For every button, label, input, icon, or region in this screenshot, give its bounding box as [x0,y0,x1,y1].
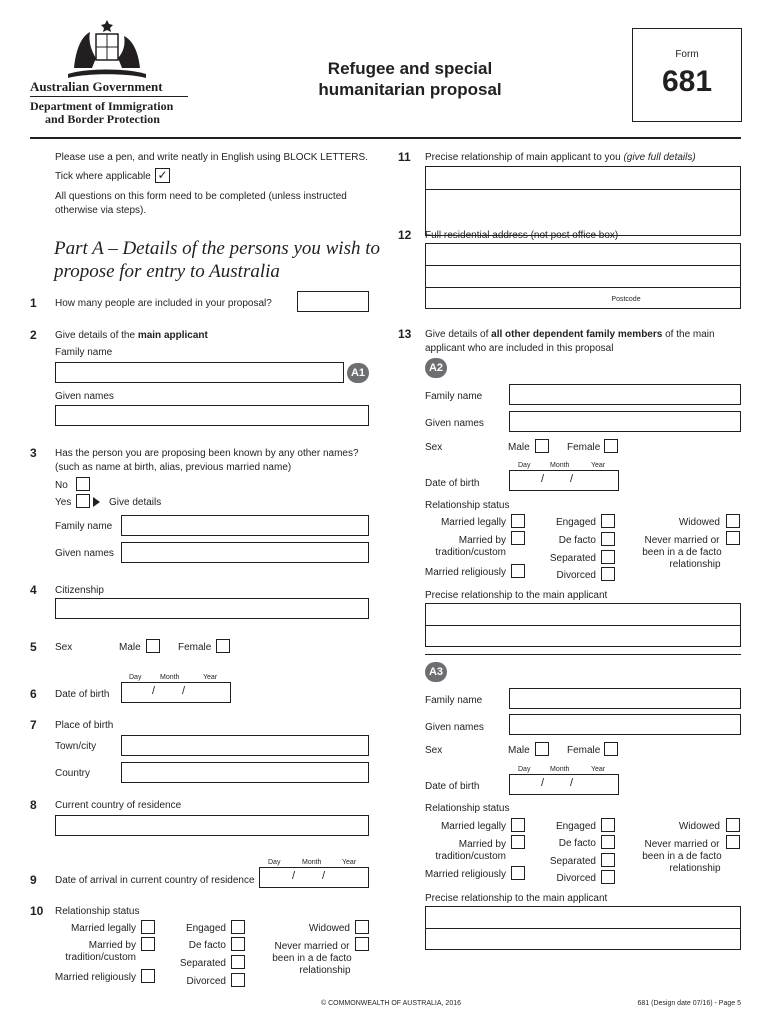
q7-label: Place of birth [55,720,114,731]
q9-label: Date of arrival in current country of residence [55,875,255,886]
a2-de-facto-label: De facto [558,535,596,546]
q4-number: 4 [30,583,37,597]
a2-tradition-label: tradition/custom [435,547,506,558]
date-separator: / [182,685,186,697]
a3-married-religiously-checkbox[interactable] [511,866,525,880]
coat-of-arms-icon [66,18,148,80]
dept-line1: Department of Immigration [30,99,174,113]
a2-divorced-checkbox[interactable] [601,567,615,581]
q6-label [55,689,109,701]
q1-number: 1 [30,296,37,310]
q3-family-name-input[interactable] [121,515,369,536]
q8-country-input[interactable] [55,815,369,836]
part-a-title-line1: Part A – Details of the persons you wish to [54,238,380,259]
badge-a2: A2 [425,358,447,378]
q3-yes-checkbox[interactable] [76,494,90,508]
a2-married-legally-checkbox[interactable] [511,514,525,528]
q6-label-text: Date of birth [55,689,110,700]
q10-engaged-label: Engaged [185,923,226,934]
a3-given-names-input[interactable] [509,714,741,735]
a3-widowed-label: Widowed [678,821,720,832]
q6-number: 6 [30,687,37,701]
footer-copyright: © COMMONWEALTH OF AUSTRALIA, 2016 [321,1000,461,1007]
badge-a1: A1 [347,363,369,383]
section-divider [425,654,741,655]
q1-count-input[interactable] [297,291,369,312]
a2-given-names-label: Given names [425,418,484,429]
intro-tick-label: Tick where applicable [55,171,151,182]
a2-dob-label: Date of birth [425,478,480,489]
q3-no-label: No [55,480,68,491]
q13-label-bold: all other dependent family members [491,329,663,340]
q9-month-label: Month [302,859,322,866]
a2-rel-status-label: Relationship status [425,500,510,511]
a3-married-by-label: Married by [458,839,506,850]
gov-name: Australian Government [30,79,163,94]
a3-never-married-checkbox[interactable] [726,835,740,849]
q13-number: 13 [398,327,412,341]
a2-year-label: Year [591,462,606,469]
arrow-right-icon [93,497,100,507]
q1-label: How many people are included in your proposal? [55,298,272,309]
q2-given-names-label: Given names [55,391,114,402]
q2-given-names-input[interactable] [55,405,369,426]
q10-never-line1: Never married or [274,941,350,952]
q12-label: Full residential address (not post office box) [425,230,619,241]
q10-label: Relationship status [55,906,140,917]
q4-label: Citizenship [55,585,104,596]
line-separator [426,287,740,288]
q13-label-pre: Give details of [425,329,492,340]
a2-married-religiously-checkbox[interactable] [511,564,525,578]
q13-label-post: of the main [662,329,715,340]
a3-dob-label: Date of birth [425,781,480,792]
a2-male-label: Male [508,442,530,453]
form-number-box [632,28,742,122]
a2-dob-input[interactable] [509,470,619,491]
q4-citizenship-input[interactable] [55,598,369,619]
q6-day-label: Day [129,674,142,681]
a3-male-checkbox[interactable] [535,742,549,756]
a3-month-label: Month [550,766,570,773]
footer-design-date: 681 (Design date 07/16) - Page 5 [637,1000,741,1007]
a3-never-line3: relationship [669,863,721,874]
q10-tradition-label: tradition/custom [65,952,136,963]
q2-number: 2 [30,328,37,342]
q12-number: 12 [398,228,412,242]
q10-separated-label: Separated [179,958,226,969]
a3-married-religiously-label: Married religiously [424,869,506,880]
a2-separated-checkbox[interactable] [601,550,615,564]
a3-de-facto-checkbox[interactable] [601,835,615,849]
a3-never-line1: Never married or [644,839,720,850]
top-rule [30,137,741,139]
q10-married-legally-label: Married legally [70,923,136,934]
q11-label-pre: Precise relationship of main applicant to you [425,152,624,163]
q11-label-italic: (give full details) [623,152,696,163]
line-separator [426,265,740,266]
a3-female-checkbox[interactable] [604,742,618,756]
a3-family-name-input[interactable] [509,688,741,709]
intro-line1: Please use a pen, and write neatly in English using BLOCK LETTERS. [55,152,368,163]
form-title-line1: Refugee and special [327,59,493,78]
q5-number: 5 [30,640,37,654]
a2-never-line2: been in a de facto [642,547,722,558]
date-separator: / [541,777,545,789]
date-separator: / [541,473,545,485]
a2-family-name-label: Family name [425,391,483,402]
q12-address-input[interactable] [425,243,741,309]
a3-year-label: Year [591,766,606,773]
q2-family-name-input[interactable] [55,362,344,383]
a2-given-names-input[interactable] [509,411,741,432]
a2-never-married-checkbox[interactable] [726,531,740,545]
a3-family-name-label: Family name [425,695,483,706]
q10-married-legally-checkbox[interactable] [141,920,155,934]
a3-married-tradition-checkbox[interactable] [511,835,525,849]
date-separator: / [570,473,574,485]
q6-year-label: Year [203,674,218,681]
a2-married-tradition-checkbox[interactable] [511,531,525,545]
q3-family-name-label: Family name [55,521,113,532]
q12-postcode-label: Postcode [611,296,641,303]
a3-divorced-label: Divorced [556,873,596,884]
q11-number: 11 [398,150,411,164]
q10-widowed-label: Widowed [308,923,350,934]
q3-give-details: Give details [109,497,162,508]
q7-country-input[interactable] [121,762,369,783]
q5-female-checkbox[interactable] [216,639,230,653]
q2-label-bold: main applicant [137,330,208,341]
form-label: Form [675,49,699,60]
q2-family-name-label: Family name [55,347,113,358]
a2-married-by-label: Married by [458,535,506,546]
q10-married-tradition-checkbox[interactable] [141,937,155,951]
a3-married-legally-label: Married legally [440,821,506,832]
q9-number: 9 [30,873,37,887]
q6-dob-input[interactable] [121,682,231,703]
q7-town-label: Town/city [55,741,97,752]
a2-precise-label: Precise relationship to the main applicant [425,590,608,601]
line-separator [426,928,740,929]
q2-label-pre: Give details of the [55,330,138,341]
q10-divorced-label: Divorced [186,976,226,987]
line-separator [426,189,740,190]
intro-line4: otherwise via steps). [55,205,147,216]
a3-separated-checkbox[interactable] [601,853,615,867]
q3-number: 3 [30,446,37,460]
q13-label [425,329,715,341]
a3-female-label: Female [567,745,601,756]
badge-a3: A3 [425,662,447,682]
q2-label [55,330,208,342]
a2-widowed-checkbox[interactable] [726,514,740,528]
a3-separated-label: Separated [549,856,596,867]
a2-separated-label: Separated [549,553,596,564]
a2-widowed-label: Widowed [678,517,720,528]
q10-married-religiously-checkbox[interactable] [141,969,155,983]
a2-engaged-checkbox[interactable] [601,514,615,528]
a2-month-label: Month [550,462,570,469]
tick-example-icon: ✓ [155,168,170,183]
q5-male-checkbox[interactable] [146,639,160,653]
a3-married-legally-checkbox[interactable] [511,818,525,832]
a3-male-label: Male [508,745,530,756]
part-a-title-line2: propose for entry to Australia [54,261,280,282]
a3-tradition-label: tradition/custom [435,851,506,862]
a3-sex-label: Sex [425,745,443,756]
a3-de-facto-label: De facto [558,838,596,849]
q10-engaged-checkbox[interactable] [231,920,245,934]
form-number: 681 [661,65,713,98]
q10-married-religiously-label: Married religiously [54,972,136,983]
a2-never-line3: relationship [669,559,721,570]
q7-country-label: Country [55,768,91,779]
q9-day-label: Day [268,859,281,866]
q9-year-label: Year [342,859,357,866]
a2-sex-label: Sex [425,442,443,453]
a2-married-legally-label: Married legally [440,517,506,528]
a2-de-facto-checkbox[interactable] [601,532,615,546]
intro-line3: All questions on this form need to be completed (unless instructed [55,191,347,202]
a3-widowed-checkbox[interactable] [726,818,740,832]
q10-never-line3: relationship [299,965,351,976]
q3-given-names-input[interactable] [121,542,369,563]
q3-line1: Has the person you are proposing been known by any other names? [55,448,359,459]
a3-dob-input[interactable] [509,774,619,795]
q10-never-married-checkbox[interactable] [355,937,369,951]
q11-relationship-input[interactable] [425,166,741,236]
q6-month-label: Month [160,674,180,681]
q13-line2: applicant who are included in this proposal [425,343,614,354]
q10-de-facto-label: De facto [188,940,226,951]
a2-married-religiously-label: Married religiously [424,567,506,578]
a2-family-name-input[interactable] [509,384,741,405]
date-separator: / [570,777,574,789]
a2-female-checkbox[interactable] [604,439,618,453]
line-separator [426,625,740,626]
q3-given-names-label: Given names [55,548,114,559]
q5-label: Sex [55,642,73,653]
a3-rel-status-label: Relationship status [425,803,510,814]
a2-never-line1: Never married or [644,535,720,546]
q10-never-line2: been in a de facto [272,953,352,964]
q10-number: 10 [30,904,44,918]
q10-widowed-checkbox[interactable] [355,920,369,934]
a2-engaged-label: Engaged [555,517,596,528]
a2-divorced-label: Divorced [556,570,596,581]
a2-male-checkbox[interactable] [535,439,549,453]
a2-female-label: Female [567,442,601,453]
q10-de-facto-checkbox[interactable] [231,937,245,951]
a3-never-line2: been in a de facto [642,851,722,862]
q3-no-checkbox[interactable] [76,477,90,491]
q8-number: 8 [30,798,37,812]
q5-male-label: Male [119,642,141,653]
q10-separated-checkbox[interactable] [231,955,245,969]
a3-given-names-label: Given names [425,722,484,733]
a3-divorced-checkbox[interactable] [601,870,615,884]
a3-engaged-label: Engaged [555,821,596,832]
date-separator: / [152,685,156,697]
q5-female-label: Female [178,642,212,653]
a3-precise-input[interactable] [425,906,741,950]
form-title-line2: humanitarian proposal [318,80,502,99]
header-divider [30,96,188,97]
q7-town-input[interactable] [121,735,369,756]
a3-precise-label: Precise relationship to the main applicant [425,893,608,904]
date-separator: / [322,870,326,882]
a3-day-label: Day [518,766,531,773]
q8-label: Current country of residence [55,800,182,811]
q11-label [425,152,696,164]
date-separator: / [292,870,296,882]
a2-day-label: Day [518,462,531,469]
q9-arrival-date-input[interactable] [259,867,369,888]
a2-precise-input[interactable] [425,603,741,647]
q3-yes-label: Yes [55,497,72,508]
a3-engaged-checkbox[interactable] [601,818,615,832]
dept-line2: and Border Protection [45,112,160,126]
q7-number: 7 [30,718,37,732]
q10-divorced-checkbox[interactable] [231,973,245,987]
q3-line2: (such as name at birth, alias, previous married name) [55,462,292,473]
q10-married-by-label: Married by [88,940,136,951]
